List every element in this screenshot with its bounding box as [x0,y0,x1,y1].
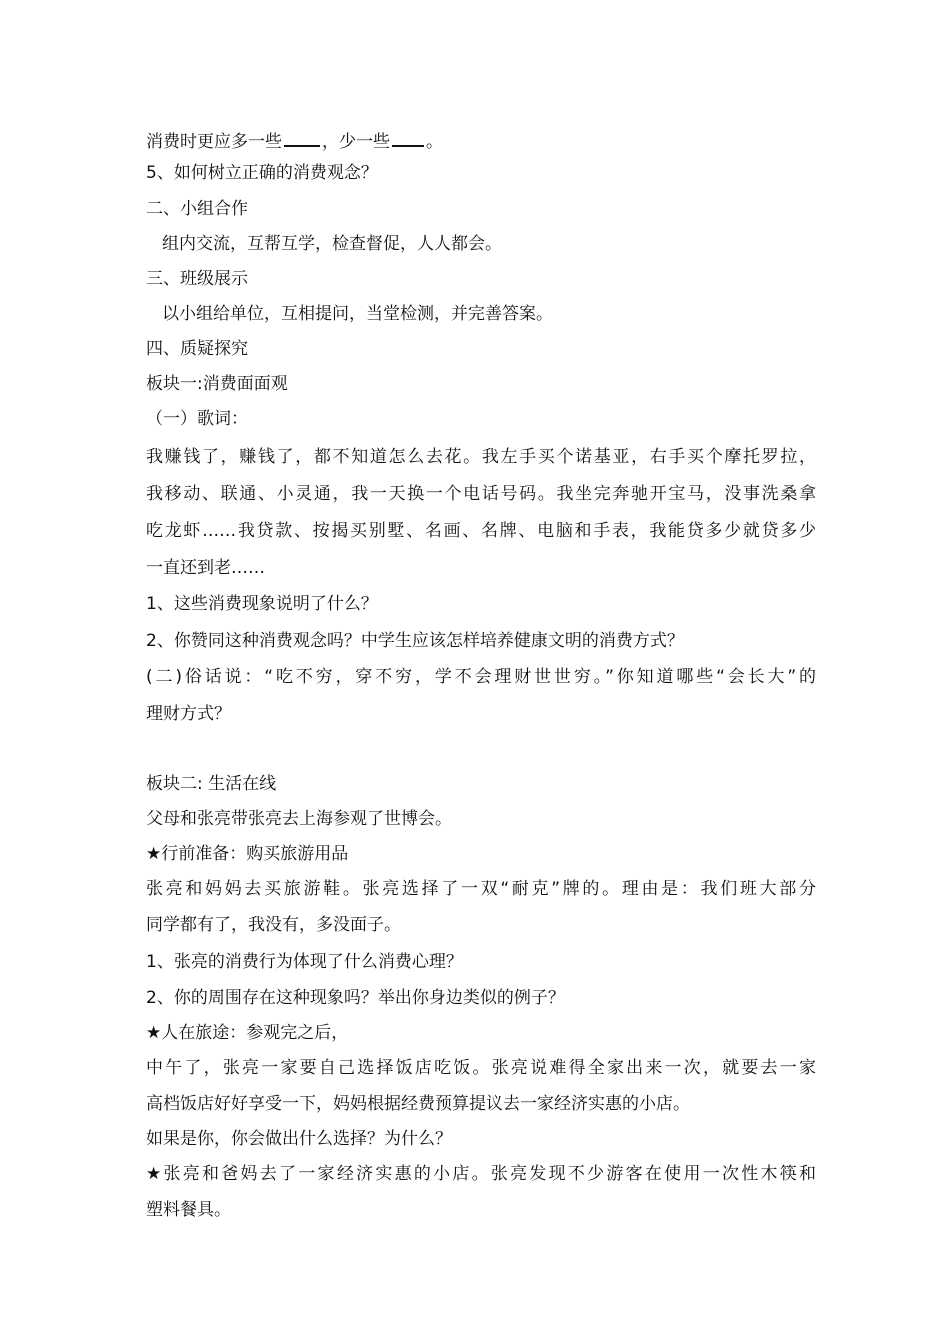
answer-blank-1 [284,127,320,147]
story-text: 中午了，张亮一家要自己选择饭店吃饭。张亮说难得全家出来一次，就要去一家 [146,1058,816,1078]
story-text: 同学都有了，我没有，多没面子。 [146,915,401,935]
text-segment: 消费时更应多一些 [146,132,282,152]
question-item: 2、你的周围存在这种现象吗？举出你身边类似的例子？ [146,988,565,1008]
star-item: ★张亮和爸妈去了一家经济实惠的小店。张亮发现不少游客在使用一次性木筷和 [146,1164,816,1184]
answer-blank-2 [392,127,424,147]
section-body-3: 以小组给单位，互相提问，当堂检测，并完善答案。 [162,304,553,324]
question-5: 5、如何树立正确的消费观念？ [146,163,378,183]
story-text: 父母和张亮带张亮去上海参观了世博会。 [146,809,452,829]
lyrics-line: 一直还到老…… [146,558,265,578]
block-2-heading: 板块二: 生活在线 [146,774,277,794]
section-heading-2: 二、小组合作 [146,199,248,219]
section-heading-4: 四、质疑探究 [146,339,248,359]
text-segment: ，少一些 [322,132,390,152]
proverb-question-cont: 理财方式？ [146,704,231,724]
story-text: 张亮和妈妈去买旅游鞋。张亮选择了一双“耐克”牌的。理由是：我们班大部分 [146,879,816,899]
lyrics-line: 我移动、联通、小灵通，我一天换一个电话号码。我坐完奔驰开宝马，没事洗桑拿 [146,484,816,504]
story-text: 塑料餐具。 [146,1200,231,1220]
star-item: ★行前准备：购买旅游用品 [146,844,349,864]
section-body-2: 组内交流，互帮互学，检查督促，人人都会。 [162,234,502,254]
star-item: ★人在旅途：参观完之后， [146,1023,349,1043]
proverb-question: (二)俗话说：“吃不穷，穿不穷，学不会理财世世穷。”你知道哪些“会长大”的 [146,667,816,687]
question-item: 1、张亮的消费行为体现了什么消费心理？ [146,952,463,972]
question-item: 2、你赞同这种消费观念吗？中学生应该怎样培养健康文明的消费方式？ [146,631,684,651]
text-segment: 。 [426,132,443,152]
question-item: 如果是你，你会做出什么选择？为什么？ [146,1129,452,1149]
story-text: 高档饭店好好享受一下，妈妈根据经费预算提议去一家经济实惠的小店。 [146,1094,690,1114]
question-item: 1、这些消费现象说明了什么？ [146,594,378,614]
section-heading-3: 三、班级展示 [146,269,248,289]
lyrics-line: 我赚钱了，赚钱了，都不知道怎么去花。我左手买个诺基亚，右手买个摩托罗拉， [146,447,816,467]
fill-in-line [146,127,816,153]
lyrics-line: 吃龙虾……我贷款、按揭买别墅、名画、名牌、电脑和手表，我能贷多少就贷多少 [146,521,816,541]
lyrics-heading: （一）歌词： [146,409,248,429]
block-1-heading: 板块一:消费面面观 [146,374,288,394]
